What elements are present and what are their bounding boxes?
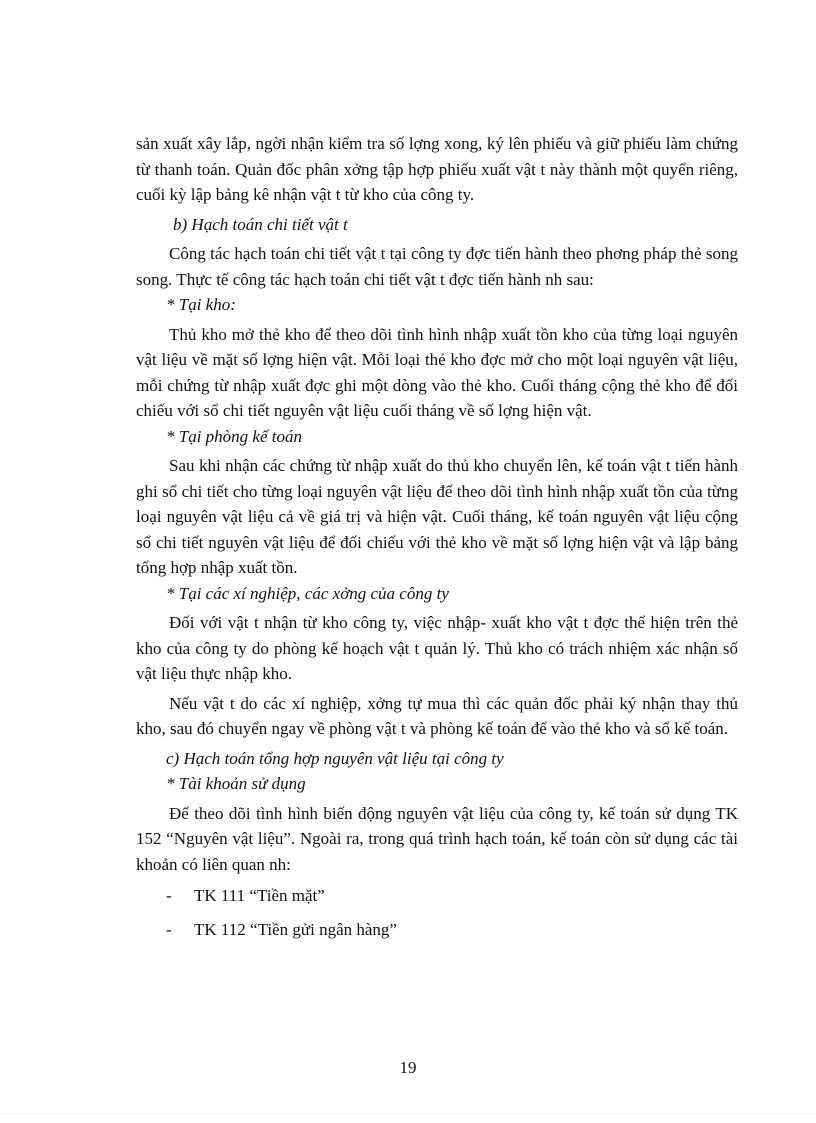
list-item-text: TK 112 “Tiền gửi ngân hàng” xyxy=(194,919,397,939)
list-item-text: TK 111 “Tiền mặt” xyxy=(194,886,325,905)
paragraph-enterprises-1: Đối với vật t nhận từ kho công ty, việc nhập- xuất kho vật t đợc thể hiện trên thẻ kho của công ty do phòng kế hoạch vật t quản lý. Thủ kho có trách nhiệm xác nhận số vật liệu thực nhập kho. xyxy=(136,613,738,683)
paragraph-accounts-used: Để theo dõi tình hình biến động nguyên vật liệu của công ty, kế toán sử dụng TK 152 “Nguyên vật liệu”. Ngoài ra, trong quá trình hạch toán, kế toán còn sử dụng các tài khoản có liên quan nh: xyxy=(136,803,738,874)
page-bottom-divider xyxy=(0,1113,816,1114)
paragraph-method: Công tác hạch toán chi tiết vật t tại công ty đợc tiến hành theo phơng pháp thẻ song song. Thực tế công tác hạch toán chi tiết vật t đợc tiến hành nh sau: xyxy=(136,244,738,289)
subheading-accounts-used: * Tài khoản sử dụng xyxy=(166,774,306,793)
list-item xyxy=(166,917,738,943)
subheading-enterprises: * Tại các xí nghiệp, các xởng của công ty xyxy=(166,583,449,603)
subheading-at-warehouse: * Tại kho: xyxy=(166,295,236,314)
paragraph-warehouse: Thủ kho mở thẻ kho để theo dõi tình hình nhập xuất tồn kho của từng loại nguyên vật liệu về mặt số lợng hiện vật. Mỗi loại thẻ kho đợc mở cho một loại nguyên vật liệu, mỗi chứng từ nhập xuất đợc ghi một dòng vào thẻ kho. Cuối tháng cộng thẻ kho để đối chiếu với sổ chi tiết nguyên vật liệu cuối tháng về số lợng hiện vật. xyxy=(136,324,738,420)
subheading-accounting-room: * Tại phòng kế toán xyxy=(166,426,302,446)
paragraph-enterprises-2: Nếu vật t do các xí nghiệp, xởng tự mua thì các quản đốc phải ký nhận thay thủ kho, sau đó chuyển ngay về phòng vật t và phòng kế toán để vào thẻ kho và sổ kế toán. xyxy=(136,693,738,738)
section-heading-b: b) Hạch toán chi tiết vật t xyxy=(173,214,348,234)
list-item xyxy=(166,883,738,909)
section-heading-c: c) Hạch toán tổng hợp nguyên vật liệu tại công ty xyxy=(166,748,504,768)
bullet-dash: - xyxy=(166,886,172,905)
paragraph-continuation: sản xuất xây lắp, ngời nhận kiểm tra số lợng xong, ký lên phiếu và giữ phiếu làm chứng từ thanh toán. Quản đốc phân xởng tập hợp phiếu xuất vật t này thành một quyển riêng, cuối kỳ lập bảng kê nhận vật t từ kho của công ty. xyxy=(136,134,738,204)
paragraph-accounting-room: Sau khi nhận các chứng từ nhập xuất do thủ kho chuyển lên, kế toán vật t tiến hành ghi sổ chi tiết cho từng loại nguyên vật liệu để theo dõi tình hình nhập xuất tồn của từng loại nguyên vật liệu cả về giá trị và hiện vật. Cuối tháng, kế toán nguyên vật liệu cộng sổ chi tiết nguyên vật liệu để đối chiếu với thẻ kho về mặt số lợng hiện vật và lập bảng tổng hợp nhập xuất tồn. xyxy=(136,456,738,577)
bullet-dash: - xyxy=(166,919,172,939)
document-body xyxy=(136,131,738,942)
page-number: 19 xyxy=(399,1058,417,1077)
